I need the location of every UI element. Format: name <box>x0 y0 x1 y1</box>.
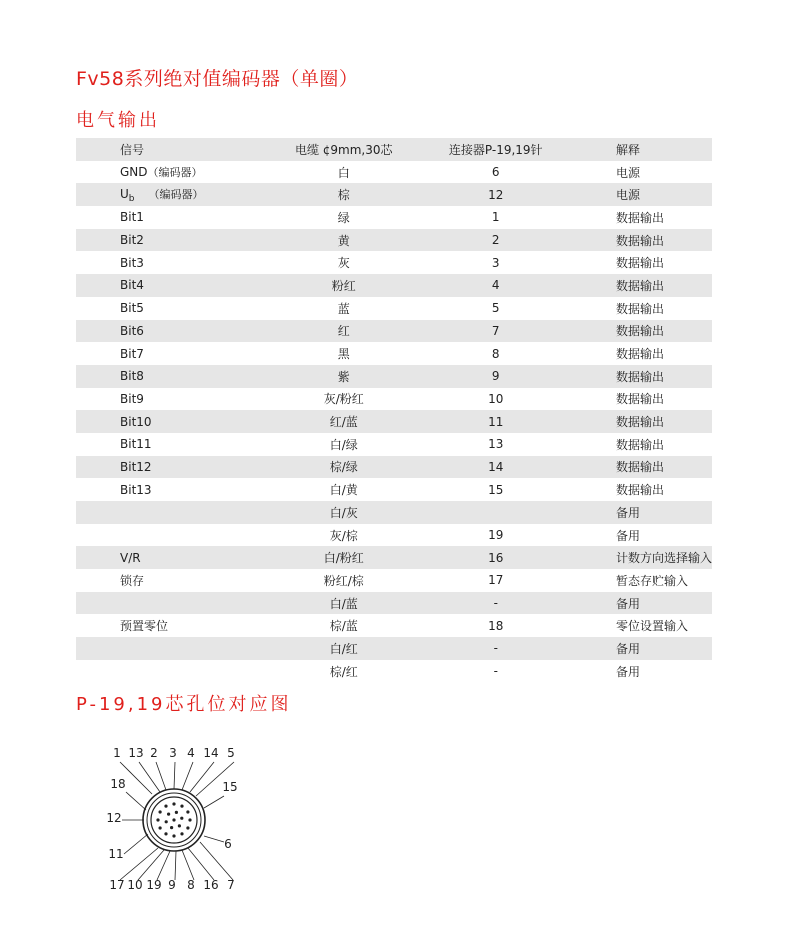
cell-connector-pin: 10 <box>488 391 504 406</box>
cell-description: 数据输出 <box>615 278 664 293</box>
cell-connector-pin: 11 <box>488 414 504 429</box>
pin-number-label: 4 <box>187 746 195 760</box>
cell-signal <box>76 342 260 365</box>
cell-signal <box>76 524 260 547</box>
page-title: Fv58系列绝对值编码器（单圈） <box>76 68 359 90</box>
table-row <box>76 637 712 660</box>
cell-cable-color: 棕 <box>337 188 350 203</box>
cell-description: 数据输出 <box>615 324 664 339</box>
connector-pin-diagram <box>100 738 260 903</box>
signal-name: GND <box>120 165 148 180</box>
pin-hole-dot <box>180 817 183 820</box>
cell-connector-pin: 7 <box>491 323 500 338</box>
cell-cable-color: 棕/蓝 <box>329 619 358 634</box>
cell-signal <box>76 546 260 569</box>
cell-cable-color: 灰/粉红 <box>323 392 364 407</box>
pin-leader-line <box>138 850 164 880</box>
pin-number-label: 17 <box>109 878 125 892</box>
cell-cable-color: 灰/棕 <box>329 528 358 543</box>
table-row <box>76 206 712 229</box>
cell-cable-color: 灰 <box>337 256 350 271</box>
cell-cable-color: 白/黄 <box>329 483 358 498</box>
cell-description: 零位设置输入 <box>615 619 688 634</box>
cell-cable-color: 黑 <box>337 347 350 362</box>
pin-hole-dot <box>172 818 175 821</box>
cell-signal <box>76 456 260 479</box>
signal-name: V/R <box>120 550 141 565</box>
pin-number-label: 11 <box>108 847 124 861</box>
pin-number-label: 19 <box>146 878 162 892</box>
pin-hole-dot <box>159 826 162 829</box>
cell-connector-pin: 9 <box>491 369 500 384</box>
cell-connector-pin: 16 <box>488 550 504 565</box>
table-row <box>76 614 712 637</box>
cell-connector-pin: 2 <box>491 233 500 248</box>
cell-description: 备用 <box>615 596 640 611</box>
signal-note: （编码器） <box>148 187 204 201</box>
signal-name: Bit9 <box>120 391 144 406</box>
cell-connector-pin: 3 <box>491 255 500 270</box>
pin-leader-line <box>156 762 166 790</box>
cell-description: 数据输出 <box>615 301 664 316</box>
cell-cable-color: 白/蓝 <box>329 596 358 611</box>
cell-cable-color: 棕/绿 <box>329 460 358 475</box>
cell-description: 数据输出 <box>615 392 664 407</box>
signal-name: Bit5 <box>120 301 144 316</box>
pin-leader-line <box>174 762 175 789</box>
pin-number-label: 8 <box>187 878 195 892</box>
cell-signal <box>76 365 260 388</box>
pin-number-label: 9 <box>168 878 176 892</box>
section-title-electrical-output: 电气输出 <box>76 110 160 131</box>
cell-cable-color: 红/蓝 <box>329 415 358 430</box>
cell-signal <box>76 569 260 592</box>
cell-connector-pin: 5 <box>491 301 500 316</box>
pin-hole-dot <box>188 818 191 821</box>
cell-description: 电源 <box>615 188 640 203</box>
cell-connector-pin: 12 <box>488 187 504 202</box>
pin-number-label: 7 <box>227 878 235 892</box>
pin-number-label: 12 <box>106 811 122 825</box>
cell-connector-pin: - <box>493 596 498 611</box>
signal-name: 锁存 <box>120 573 145 588</box>
table-row <box>76 524 712 547</box>
pin-hole-dot <box>180 805 183 808</box>
cell-connector-pin: - <box>493 641 498 656</box>
cell-cable-color: 绿 <box>337 210 350 225</box>
signal-subscript: b <box>128 193 135 204</box>
cell-cable-color: 紫 <box>337 369 350 384</box>
pin-hole-dot <box>175 811 178 814</box>
signal-name: Bit11 <box>120 437 152 452</box>
cell-cable-color: 粉红 <box>331 278 356 293</box>
cell-connector-pin: 17 <box>488 573 504 588</box>
header-connector: 连接器P-19,19针 <box>448 142 543 157</box>
pin-number-label: 10 <box>127 878 143 892</box>
pin-hole-dot <box>164 805 167 808</box>
pin-hole-dot <box>165 820 168 823</box>
table-row <box>76 433 712 456</box>
pin-hole-dot <box>186 826 189 829</box>
cell-connector-pin: 19 <box>488 528 504 543</box>
pin-leader-line <box>126 792 146 810</box>
pin-leader-line <box>204 796 224 808</box>
pin-leader-line <box>124 834 148 854</box>
table-row <box>76 546 712 569</box>
cell-cable-color: 黄 <box>337 233 350 248</box>
pin-hole-dot <box>159 810 162 813</box>
pin-hole-dot <box>172 802 175 805</box>
header-description: 解释 <box>615 142 640 157</box>
signal-name: Bit1 <box>120 210 144 225</box>
cell-description: 数据输出 <box>615 460 664 475</box>
cell-description: 备用 <box>615 664 640 679</box>
table-row <box>76 388 712 411</box>
cell-signal <box>76 183 260 206</box>
cell-description: 备用 <box>615 641 640 656</box>
cell-signal <box>76 274 260 297</box>
cell-description: 数据输出 <box>615 369 664 384</box>
cell-description: 数据输出 <box>615 347 664 362</box>
signal-name: Bit13 <box>120 482 152 497</box>
pin-hole-dot <box>170 826 173 829</box>
pin-number-label: 13 <box>128 746 144 760</box>
cell-signal <box>76 410 260 433</box>
table-row <box>76 161 712 184</box>
table-row <box>76 342 712 365</box>
signal-name: Bit8 <box>120 369 144 384</box>
signal-name: Bit3 <box>120 255 144 270</box>
table-row <box>76 229 712 252</box>
cell-description: 计数方向选择输入 <box>615 551 712 566</box>
cell-connector-pin: 1 <box>491 210 500 225</box>
signal-name: Bit4 <box>120 278 144 293</box>
cell-signal <box>76 478 260 501</box>
cell-description: 数据输出 <box>615 210 664 225</box>
cell-connector-pin: - <box>493 664 498 679</box>
cell-cable-color: 红 <box>337 324 350 339</box>
table-row <box>76 365 712 388</box>
pin-hole-dot <box>186 810 189 813</box>
table-row <box>76 410 712 433</box>
table-row <box>76 501 712 524</box>
cell-cable-color: 白 <box>337 165 350 180</box>
cell-signal <box>76 388 260 411</box>
cell-connector-pin: 15 <box>488 482 504 497</box>
cell-connector-pin: 18 <box>488 618 504 633</box>
cell-cable-color: 蓝 <box>337 301 350 316</box>
pin-leader-line <box>182 762 193 790</box>
header-signal: 信号 <box>120 142 145 157</box>
cell-signal <box>76 161 260 184</box>
cell-signal <box>76 660 260 683</box>
cell-connector-pin <box>427 501 564 524</box>
pin-number-label: 18 <box>110 777 126 791</box>
pin-leader-line <box>204 836 224 842</box>
cell-connector-pin: 4 <box>491 278 500 293</box>
cell-description: 电源 <box>615 165 640 180</box>
pin-number-label: 3 <box>169 746 177 760</box>
pin-leader-line <box>182 850 194 880</box>
signal-name: Bit10 <box>120 414 152 429</box>
cell-signal <box>76 229 260 252</box>
table-header-row <box>76 138 712 161</box>
connector-diagram-svg <box>100 738 260 903</box>
signal-note: （编码器） <box>147 166 203 180</box>
pin-hole-dot <box>178 824 181 827</box>
signal-name: Bit7 <box>120 346 144 361</box>
cell-connector-pin: 8 <box>491 346 500 361</box>
pin-assignment-table <box>76 138 712 683</box>
signal-name: Bit12 <box>120 459 152 474</box>
table-row <box>76 592 712 615</box>
cell-signal <box>76 592 260 615</box>
cell-signal <box>76 251 260 274</box>
table-row <box>76 478 712 501</box>
signal-name: U <box>120 186 129 201</box>
cell-signal <box>76 637 260 660</box>
signal-name: Bit6 <box>120 323 144 338</box>
pin-hole-dot <box>164 832 167 835</box>
cell-signal <box>76 614 260 637</box>
table-row <box>76 456 712 479</box>
pin-number-label: 14 <box>203 746 219 760</box>
pin-number-label: 5 <box>227 746 235 760</box>
table-row <box>76 183 712 206</box>
pin-hole-dot <box>172 834 175 837</box>
pin-hole-dot <box>180 832 183 835</box>
table-row <box>76 569 712 592</box>
cell-signal <box>76 320 260 343</box>
pin-hole-dot <box>167 813 170 816</box>
cell-description: 备用 <box>615 528 640 543</box>
cell-cable-color: 粉红/棕 <box>323 573 364 588</box>
cell-description: 数据输出 <box>615 437 664 452</box>
cell-cable-color: 白/灰 <box>329 505 358 520</box>
pin-number-label: 6 <box>224 837 232 851</box>
cell-description: 数据输出 <box>615 483 664 498</box>
cell-signal <box>76 297 260 320</box>
header-cable: 电缆 ¢9mm,30芯 <box>294 142 393 157</box>
table-row <box>76 274 712 297</box>
cell-signal <box>76 433 260 456</box>
cell-description: 数据输出 <box>615 233 664 248</box>
pin-number-label: 16 <box>203 878 219 892</box>
cell-signal <box>76 501 260 524</box>
cell-description: 数据输出 <box>615 415 664 430</box>
pin-number-label: 2 <box>150 746 158 760</box>
pin-leader-line <box>139 762 160 792</box>
pin-hole-dot <box>156 818 159 821</box>
cell-description: 数据输出 <box>615 256 664 271</box>
table-row <box>76 320 712 343</box>
cell-cable-color: 白/绿 <box>329 437 358 452</box>
cell-connector-pin: 6 <box>491 165 500 180</box>
signal-name: Bit2 <box>120 233 144 248</box>
cell-description: 备用 <box>615 505 640 520</box>
cell-cable-color: 白/红 <box>329 641 358 656</box>
signal-name: 预置零位 <box>120 619 169 634</box>
table-row <box>76 297 712 320</box>
pin-number-label: 1 <box>113 746 121 760</box>
cell-signal <box>76 206 260 229</box>
cell-cable-color: 棕/红 <box>329 664 358 679</box>
table-row <box>76 660 712 683</box>
pin-leader-line <box>190 762 214 792</box>
cell-cable-color: 白/粉红 <box>323 551 364 566</box>
cell-connector-pin: 13 <box>488 437 504 452</box>
pin-number-label: 15 <box>222 780 238 794</box>
table-row <box>76 251 712 274</box>
cell-description: 暂态存贮输入 <box>615 573 688 588</box>
cell-connector-pin: 14 <box>488 459 504 474</box>
section-title-pin-layout: P-19,19芯孔位对应图 <box>76 694 292 715</box>
pin-leader-line <box>175 851 176 880</box>
